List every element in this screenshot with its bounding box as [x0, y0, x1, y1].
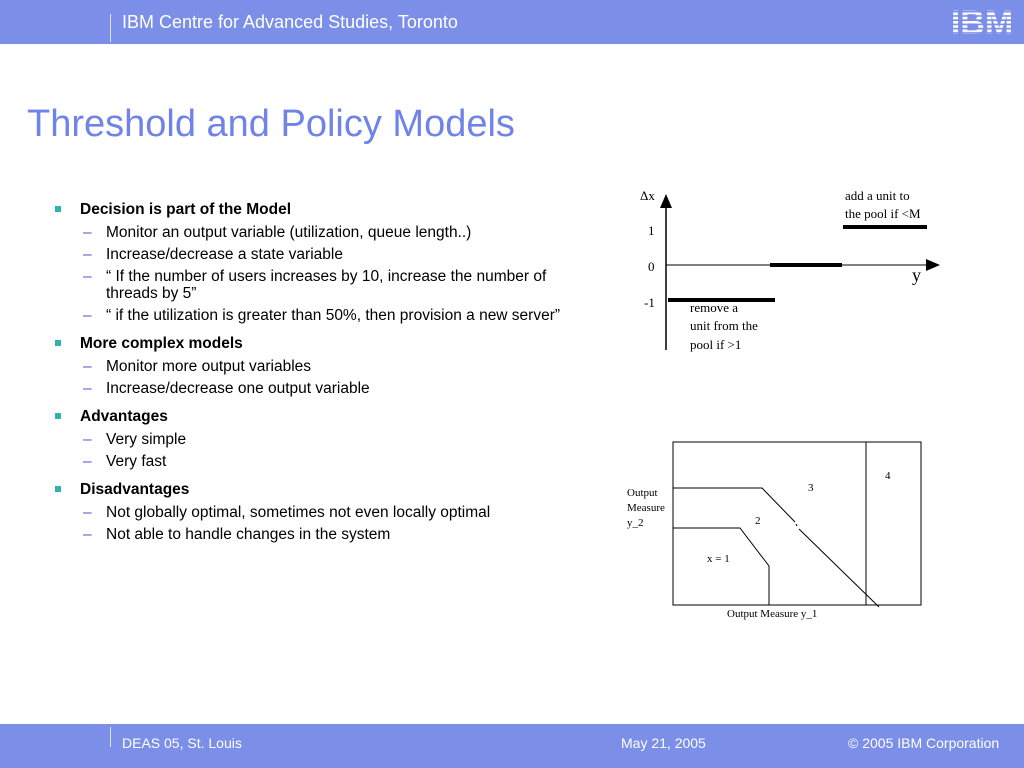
bullet-marker: [55, 413, 61, 419]
ibm-logo: [946, 4, 1018, 38]
boundary-1: [673, 528, 769, 605]
sub-item: [55, 246, 595, 263]
remove-note-line3: pool if >1: [690, 337, 742, 352]
dash-marker: –: [83, 246, 92, 263]
sub-item-text: Very simple: [106, 431, 187, 448]
header-org: IBM Centre for Advanced Studies, Toronto: [122, 12, 458, 32]
remove-note-line1: remove a: [690, 300, 739, 315]
sub-item: [55, 358, 595, 375]
sub-item-text: Increase/decrease one output variable: [106, 380, 370, 397]
dash-marker: –: [83, 431, 92, 448]
bullet-complex-models: [55, 334, 595, 353]
footer-bar: [0, 724, 1024, 768]
y-label-line3: y_2: [627, 517, 644, 529]
sub-item: [55, 504, 595, 521]
threshold-diagram: [600, 180, 1000, 360]
bullet-advantages: [55, 407, 595, 426]
remove-note-line2: unit from the: [690, 318, 758, 333]
plot-box: [673, 442, 921, 605]
footer-date: May 21, 2005: [621, 735, 706, 751]
dash-marker: –: [83, 380, 92, 397]
y-label-line2: Measure: [627, 502, 665, 514]
footer-divider: [110, 727, 111, 747]
sub-item: [55, 224, 595, 241]
sub-item: [55, 307, 595, 324]
header-bar: [0, 0, 1024, 44]
sub-item: [55, 380, 595, 397]
bullet-marker: [55, 340, 61, 346]
dash-marker: –: [83, 358, 92, 375]
dash-marker: –: [83, 453, 92, 470]
sub-item: [55, 431, 595, 448]
add-note-line2: the pool if <M: [845, 206, 921, 221]
tick-label-minus1: -1: [644, 295, 655, 310]
x-axis-arrow: [926, 259, 940, 271]
sub-item-text: Very fast: [106, 453, 167, 470]
region-3-label: 3: [808, 482, 814, 494]
boundary-2-tail: [799, 529, 879, 607]
bullet-label: Advantages: [80, 408, 168, 425]
sub-item-text: Increase/decrease a state variable: [106, 246, 343, 263]
y-axis-label: Δx: [640, 188, 655, 203]
sub-item-text: Not able to handle changes in the system: [106, 526, 391, 543]
region-2-label: 2: [755, 515, 761, 527]
policy-diagram: [600, 430, 1000, 630]
ibm-logo-text: IBM: [950, 4, 1014, 38]
bullet-disadvantages: [55, 480, 595, 499]
sub-item: [55, 526, 595, 543]
boundary-2: [673, 488, 795, 522]
bullet-marker: [55, 206, 61, 212]
page-title: Threshold and Policy Models: [27, 103, 515, 145]
y-axis-arrow: [660, 194, 672, 208]
add-note-line1: add a unit to: [845, 188, 910, 203]
bullet-list: [55, 200, 595, 543]
sub-item-text: Monitor more output variables: [106, 358, 312, 375]
tick-label-0: 0: [648, 259, 655, 274]
boundary-2-dot-1: [796, 524, 797, 526]
dash-marker: –: [83, 268, 92, 285]
x-label: Output Measure y_1: [727, 608, 818, 620]
sub-item-text: “ If the number of users increases by 10, increase the number of threads by 5”: [106, 268, 547, 302]
dash-marker: –: [83, 504, 92, 521]
region-1-label: x = 1: [707, 553, 730, 565]
region-4-label: 4: [885, 470, 891, 482]
bullet-decision: [55, 200, 595, 219]
sub-item: [55, 268, 595, 302]
footer-event: DEAS 05, St. Louis: [122, 735, 242, 751]
footer-copyright: © 2005 IBM Corporation: [848, 735, 1000, 751]
bullet-label: Decision is part of the Model: [80, 201, 291, 218]
sub-item: [55, 453, 595, 470]
y-label-line1: Output: [627, 487, 658, 499]
bullet-marker: [55, 486, 61, 492]
dash-marker: –: [83, 526, 92, 543]
sub-item-text: Monitor an output variable (utilization, queue length..): [106, 224, 472, 241]
sub-item-text: Not globally optimal, sometimes not even locally optimal: [106, 504, 491, 521]
dash-marker: –: [83, 224, 92, 241]
tick-label-1: 1: [648, 223, 655, 238]
bullet-label: More complex models: [80, 335, 243, 352]
dash-marker: –: [83, 307, 92, 324]
bullet-label: Disadvantages: [80, 481, 190, 498]
x-axis-label: y: [912, 265, 921, 285]
header-divider: [110, 14, 111, 42]
sub-item-text: “ if the utilization is greater than 50%, then provision a new server”: [106, 307, 561, 324]
